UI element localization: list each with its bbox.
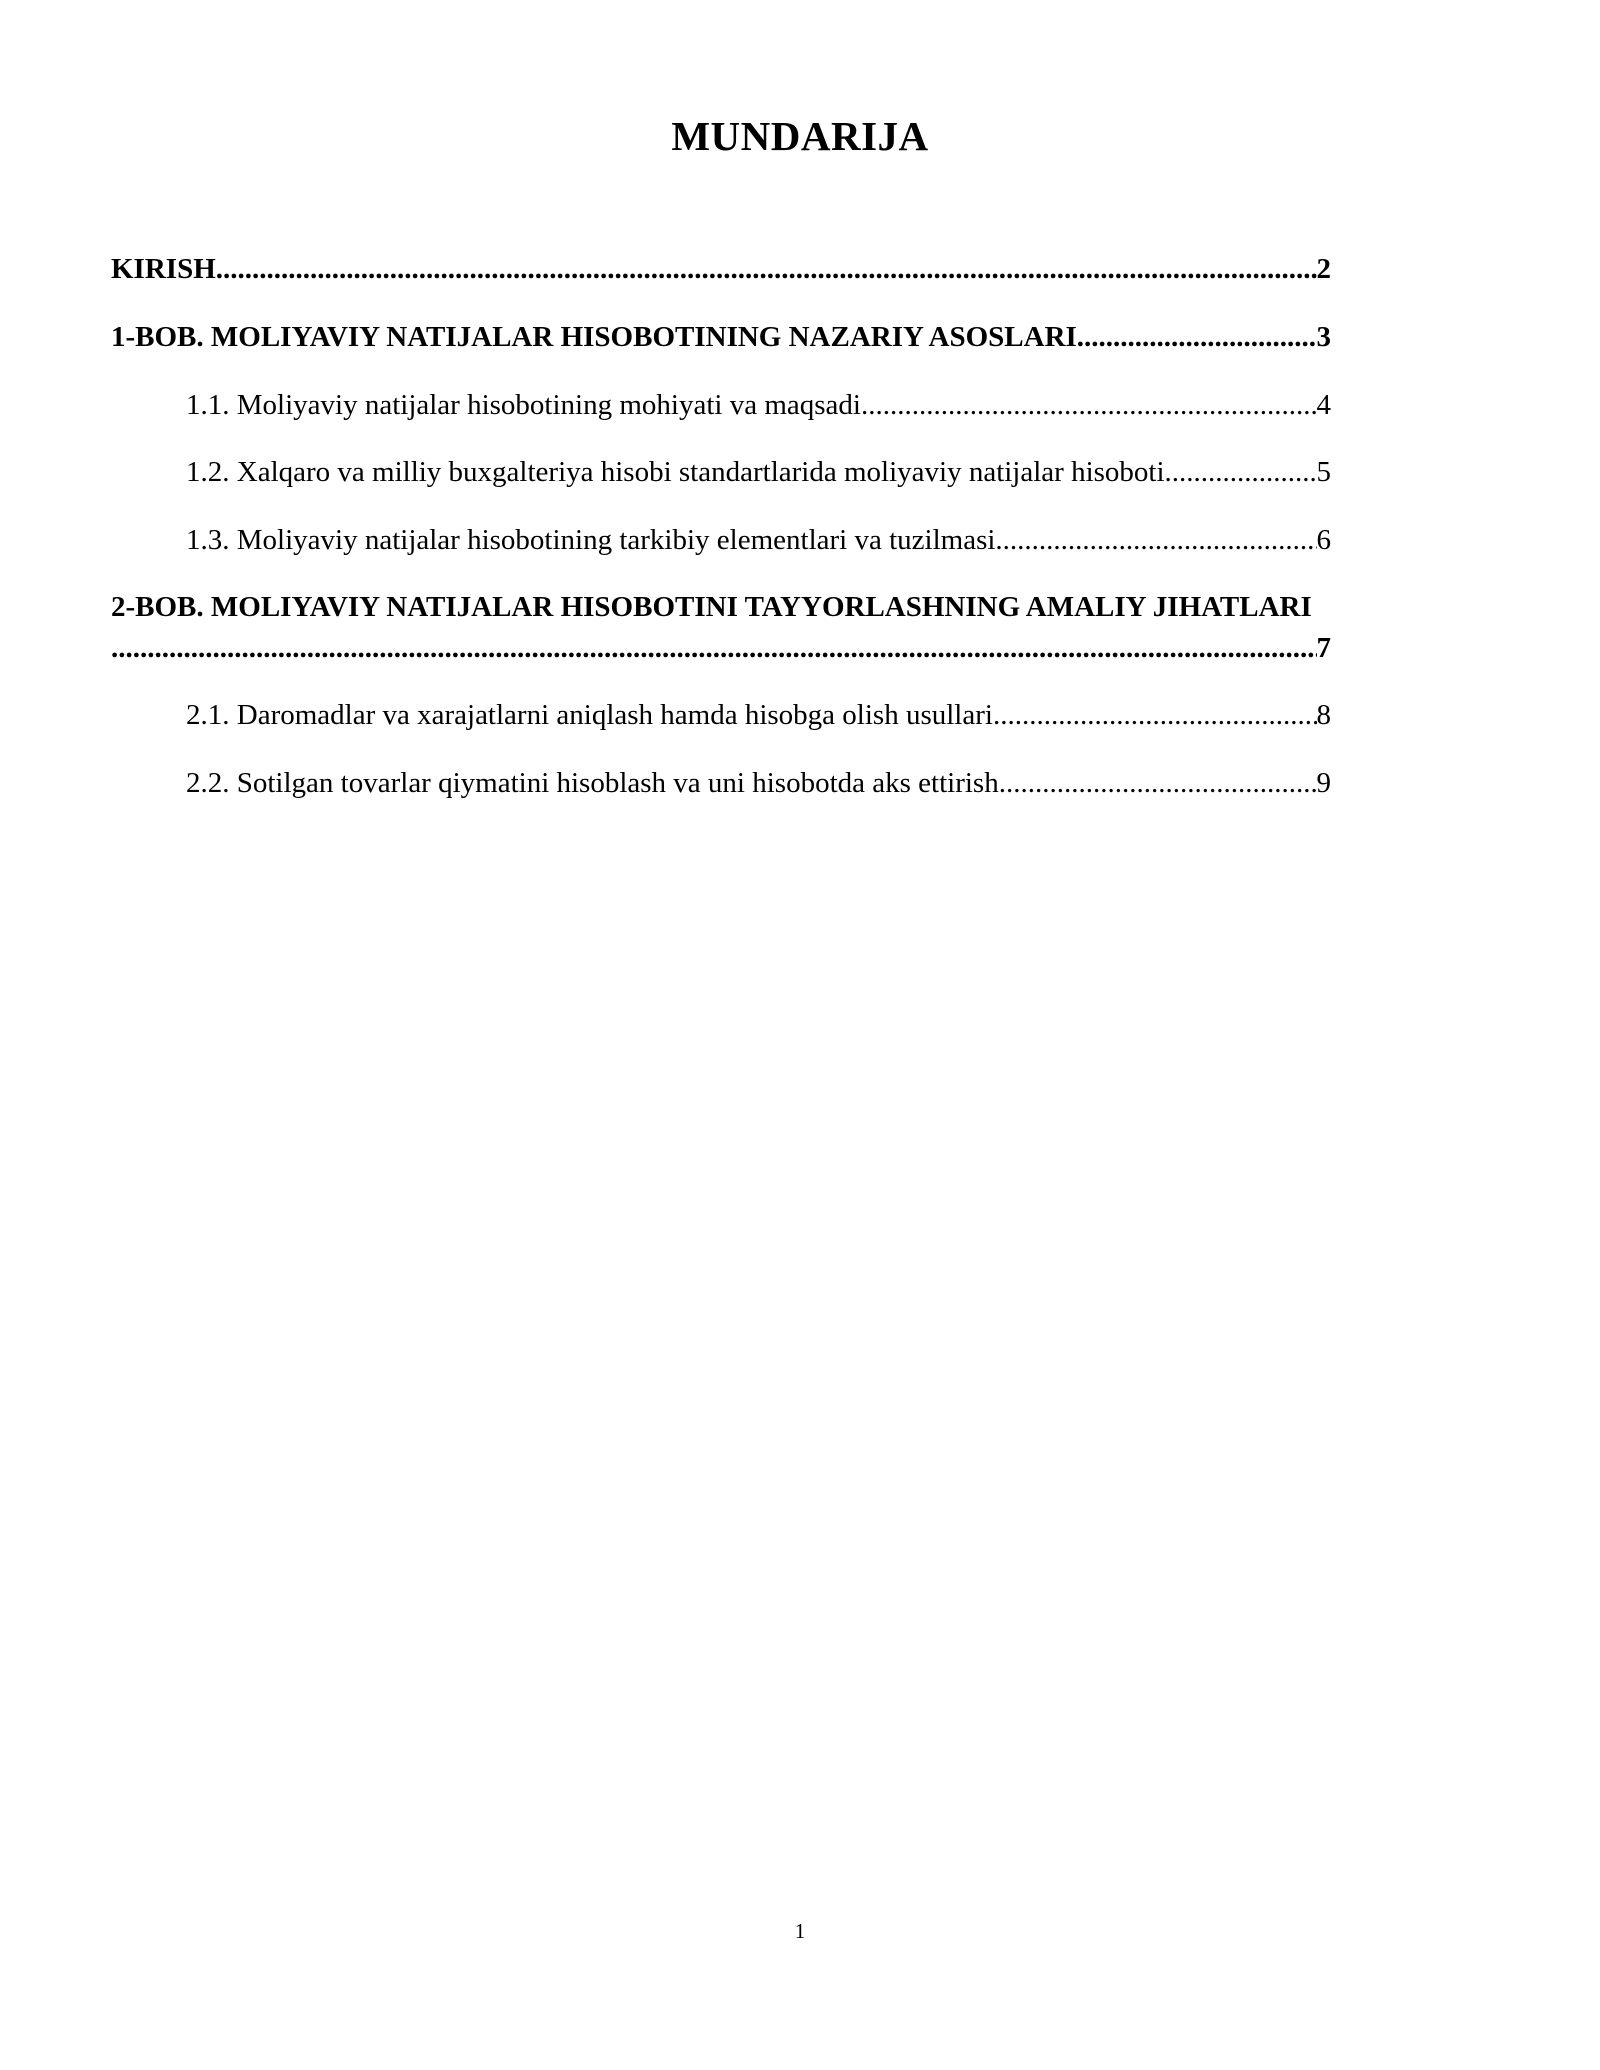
- toc-entry-label: 2.2. Sotilgan tovarlar qiymatini hisoblash va uni hisobotda aks ettirish: [186, 767, 999, 799]
- toc-entry-chapter-2[interactable]: [111, 590, 1331, 665]
- toc-entry-label: 2.1. Daromadlar va xarajatlarni aniqlash hamda hisobga olish usullari: [186, 699, 993, 731]
- toc-leader-dots: [1165, 455, 1317, 489]
- toc-entry-page: 9: [1316, 767, 1331, 799]
- toc-entry-label: 1.2. Xalqaro va milliy buxgalteriya hisobi standartlarida moliyaviy natijalar hisoboti: [186, 456, 1165, 488]
- toc-leader-dots: [995, 523, 1316, 557]
- table-of-contents: [111, 252, 1331, 800]
- toc-entry-page: 8: [1316, 699, 1331, 731]
- toc-entry-page: 2: [1316, 253, 1331, 285]
- toc-entry-chapter-1[interactable]: [111, 320, 1331, 354]
- toc-entry-label: 2-BOB. MOLIYAVIY NATIJALAR HISOBOTINI TAYYORLASHNING AMALIY JIHATLARI: [111, 591, 1312, 623]
- toc-entry-page: 6: [1316, 524, 1331, 556]
- toc-leader-dots: [216, 252, 1317, 286]
- toc-leader-dots: [111, 631, 1317, 665]
- toc-entry-page: 4: [1316, 389, 1331, 421]
- toc-entry-leader-line: [111, 631, 1331, 665]
- toc-entry-page: 7: [1316, 632, 1331, 664]
- toc-leader-dots: [1077, 320, 1317, 354]
- page-number: 1: [794, 1919, 806, 1943]
- page-title: MUNDARIJA: [671, 113, 929, 159]
- toc-entry-label: 1-BOB. MOLIYAVIY NATIJALAR HISOBOTINING NAZARIY ASOSLARI: [111, 321, 1077, 353]
- toc-entry-label: 1.3. Moliyaviy natijalar hisobotining tarkibiy elementlari va tuzilmasi: [186, 524, 996, 556]
- toc-leader-dots: [993, 698, 1317, 732]
- toc-entry-page: 5: [1316, 456, 1331, 488]
- toc-entry-label: 1.1. Moliyaviy natijalar hisobotining mohiyati va maqsadi: [186, 389, 861, 421]
- toc-entry-section-1-2[interactable]: [111, 455, 1331, 489]
- toc-entry-section-1-1[interactable]: [111, 388, 1331, 422]
- toc-entry-section-1-3[interactable]: [111, 523, 1331, 557]
- toc-entry-label: KIRISH: [111, 253, 216, 285]
- toc-entry-section-2-1[interactable]: [111, 698, 1331, 732]
- toc-leader-dots: [999, 766, 1317, 800]
- toc-entry-section-2-2[interactable]: [111, 766, 1331, 800]
- toc-leader-dots: [861, 388, 1317, 422]
- toc-entry-page: 3: [1316, 321, 1331, 353]
- toc-entry-kirish[interactable]: [111, 252, 1331, 286]
